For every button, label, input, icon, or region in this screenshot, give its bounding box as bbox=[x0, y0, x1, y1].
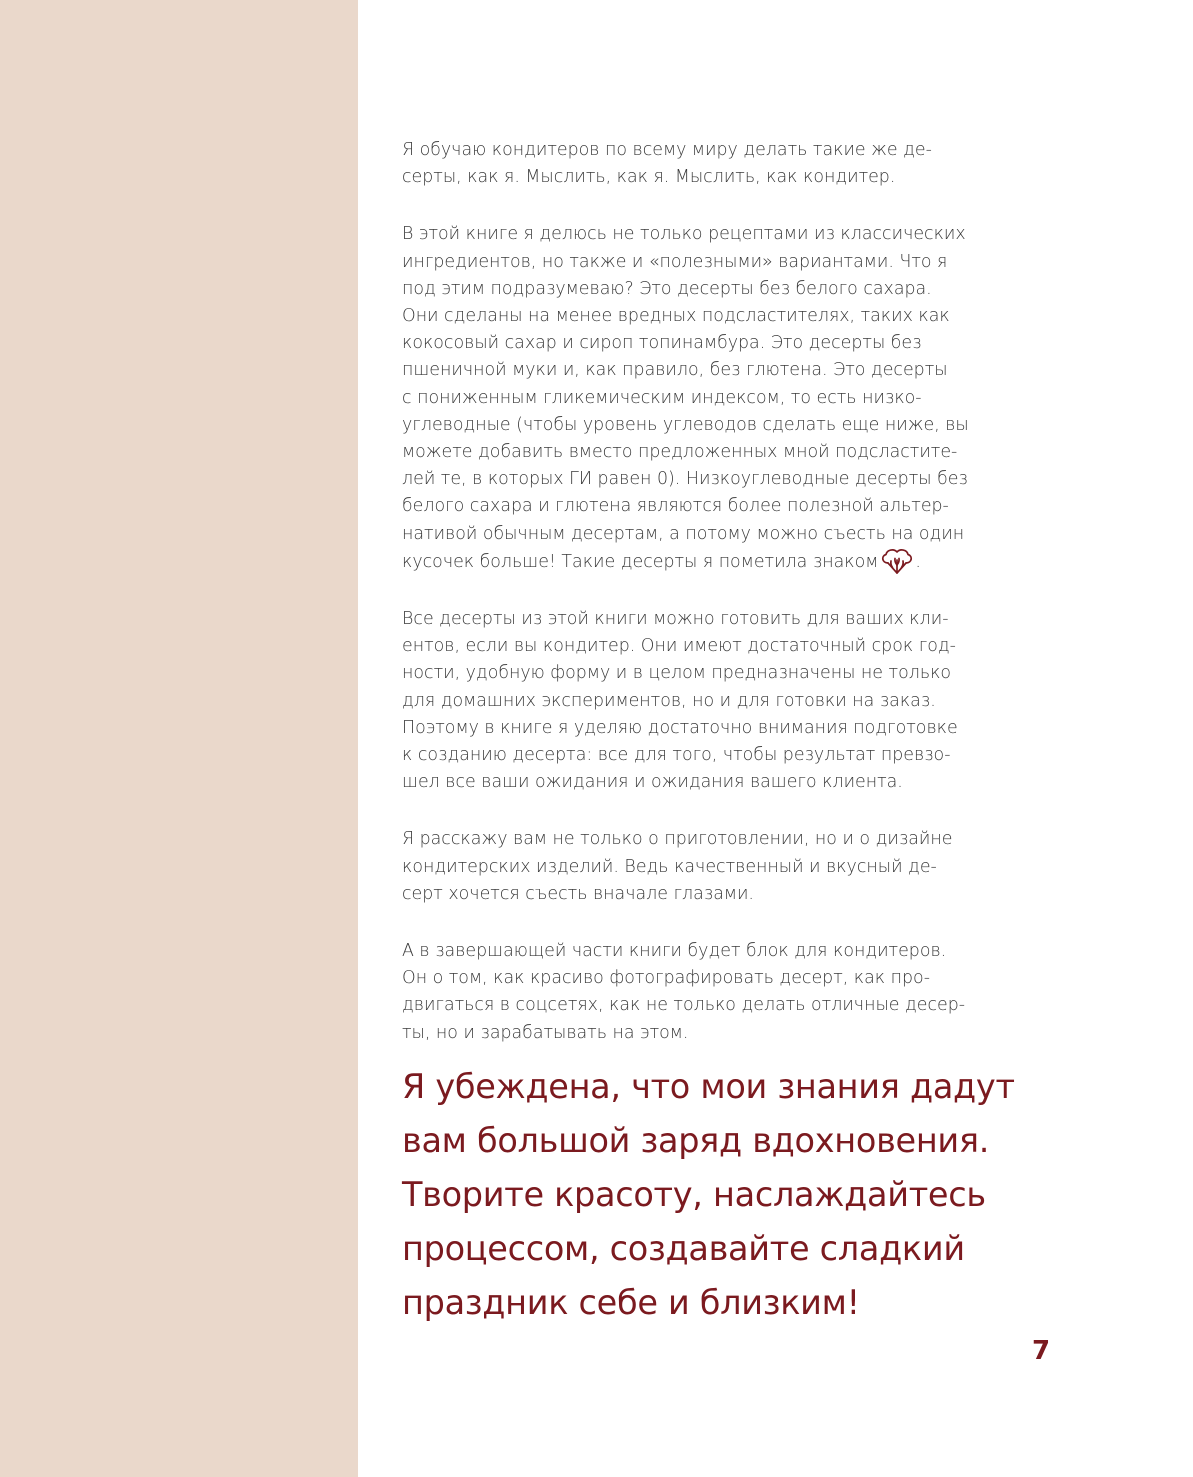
text-line: Они сделаны на менее вредных подсластителях, таких как bbox=[402, 306, 950, 327]
quote-line: Я убеждена, что мои знания дадут bbox=[402, 1067, 1015, 1106]
text-line: к созданию десерта: все для того, чтобы результат превзо- bbox=[402, 745, 951, 766]
healthy-dessert-leaf-icon bbox=[879, 548, 915, 575]
text-line: Он о том, как красиво фотографировать десерт, как про- bbox=[402, 968, 930, 989]
text-line: кокосовый сахар и сироп топинамбура. Это десерты без bbox=[402, 333, 922, 354]
text-line: серт хочется съесть вначале глазами. bbox=[402, 883, 754, 904]
paragraph-2 bbox=[402, 221, 1052, 576]
paragraph-1 bbox=[402, 137, 1052, 191]
text-line: ности, удобную форму и в целом предназначены не только bbox=[402, 663, 952, 684]
quote-line: праздник себе и близким! bbox=[402, 1283, 860, 1322]
text-line: кондитерских изделий. Ведь качественный и вкусный де- bbox=[402, 856, 937, 877]
paragraph-5 bbox=[402, 938, 1052, 1047]
text-line: Поэтому в книге я уделяю достаточно внимания подготовке bbox=[402, 717, 958, 738]
text-line: ты, но и зарабатывать на этом. bbox=[402, 1022, 689, 1043]
text-line: ингредиентов, но также и «полезными» вариантами. Что я bbox=[402, 251, 948, 272]
text-line: пшеничной муки и, как правило, без глютена. Это десерты bbox=[402, 360, 948, 381]
text-line: нативой обычным десертам, а потому можно съесть на один bbox=[402, 523, 965, 544]
quote-line: Творите красоту, наслаждайтесь bbox=[402, 1175, 986, 1214]
side-color-band bbox=[0, 0, 358, 1477]
text-line: с пониженным гликемическим индексом, то есть низко- bbox=[402, 387, 922, 408]
paragraph-3 bbox=[402, 606, 1052, 796]
quote-line: процессом, создавайте сладкий bbox=[402, 1229, 965, 1268]
text-line: углеводные (чтобы уровень углеводов сделать еще ниже, вы bbox=[402, 414, 969, 435]
closing-quote bbox=[402, 1060, 1062, 1330]
page-number: 7 bbox=[1032, 1336, 1051, 1366]
text-fragment: . bbox=[915, 551, 921, 572]
body-text bbox=[402, 137, 1052, 1077]
text-line: ентов, если вы кондитер. Они имеют достаточный срок год- bbox=[402, 636, 956, 657]
text-line: можете добавить вместо предложенных мной подсластите- bbox=[402, 442, 958, 463]
text-line: для домашних экспериментов, но и для готовки на заказ. bbox=[402, 690, 936, 711]
text-line: шел все ваши ожидания и ожидания вашего клиента. bbox=[402, 772, 903, 793]
quote-line: вам большой заряд вдохновения. bbox=[402, 1121, 990, 1160]
text-line: белого сахара и глютена являются более полезной альтер- bbox=[402, 496, 949, 517]
text-line: серты, как я. Мыслить, как я. Мыслить, как кондитер. bbox=[402, 167, 896, 188]
text-line: В этой книге я делюсь не только рецептами из классических bbox=[402, 224, 966, 245]
paragraph-4 bbox=[402, 826, 1052, 908]
text-line: А в завершающей части книги будет блок для кондитеров. bbox=[402, 941, 947, 962]
text-line: Я расскажу вам не только о приготовлении, но и о дизайне bbox=[402, 829, 953, 850]
text-fragment: кусочек больше! Такие десерты я пометила знаком bbox=[402, 551, 879, 572]
text-line: Я обучаю кондитеров по всему миру делать такие же де- bbox=[402, 140, 932, 160]
text-line: под этим подразумеваю? Это десерты без белого сахара. bbox=[402, 278, 932, 299]
text-line: Все десерты из этой книги можно готовить для ваших кли- bbox=[402, 609, 949, 630]
text-line: лей те, в которых ГИ равен 0). Низкоуглеводные десерты без bbox=[402, 469, 968, 490]
text-line-with-icon bbox=[402, 548, 1052, 576]
text-line: двигаться в соцсетях, как не только делать отличные десер- bbox=[402, 995, 966, 1016]
